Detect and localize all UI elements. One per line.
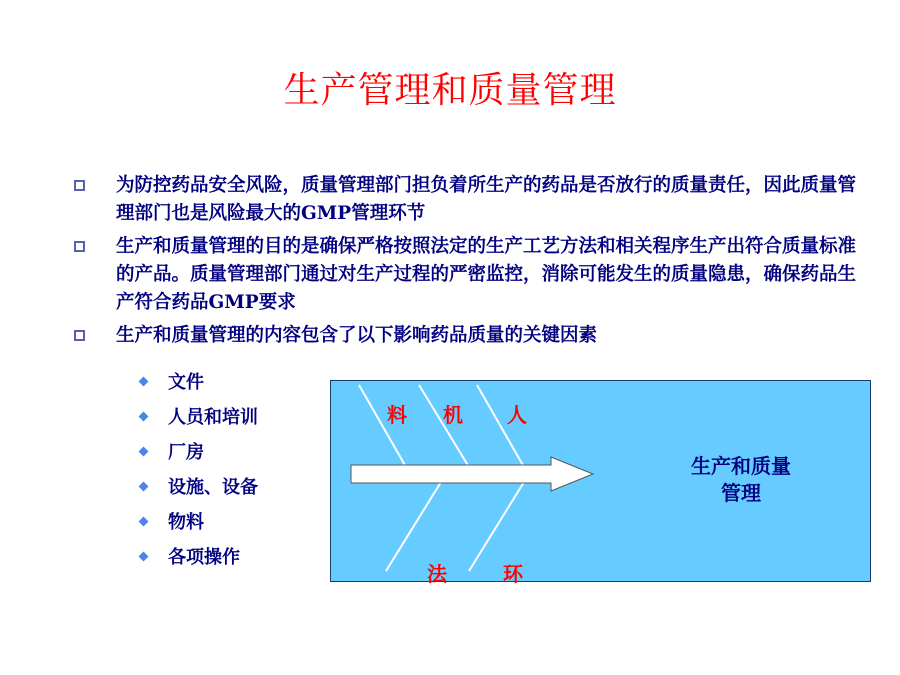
diamond-bullet-icon [139,412,149,422]
factor-label: 各项操作 [168,547,240,568]
diamond-bullet-icon [139,517,149,527]
bullet-item [70,322,870,350]
factor-label: 文件 [168,372,204,393]
cause-label-machine: 机 [443,403,463,427]
square-bullet-icon [74,180,85,191]
spine-arrow [351,457,593,491]
diamond-bullet-icon [139,482,149,492]
bullet-text: 为防控药品安全风险，质量管理部门担负着所生产的药品是否放行的质量责任，因此质量管理部门也是风险最大的GMP管理环节 [116,175,857,224]
cause-label-material: 料 [387,403,407,427]
cause-label-man: 人 [507,403,527,427]
diamond-bullet-icon [139,552,149,562]
diamond-bullet-icon [139,447,149,457]
factor-label: 人员和培训 [168,407,258,428]
fishbone-diagram [330,380,871,586]
bullet-text: 生产和质量管理的目的是确保严格按照法定的生产工艺方法和相关程序生产出符合质量标准的产品。质量管理部门通过对生产过程的严密监控，消除可能发生的质量隐患，确保药品生产符合药品GMP要求 [116,236,857,313]
factor-label: 设施、设备 [168,477,258,498]
factor-item [140,545,320,580]
page-title: 生产管理和质量管理 [283,70,617,111]
factor-item [140,510,320,545]
bullet-item [70,172,870,228]
square-bullet-icon [74,241,85,252]
factor-label: 物料 [168,512,204,533]
effect-label-line1: 生产和质量 [691,454,791,478]
factor-item [140,370,320,405]
factor-item [140,405,320,440]
factor-item [140,440,320,475]
square-bullet-icon [74,330,85,341]
bullet-text: 生产和质量管理的内容包含了以下影响药品质量的关键因素 [116,325,598,346]
diamond-bullet-icon [139,377,149,387]
effect-label-line2: 管理 [721,481,761,505]
factor-item [140,475,320,510]
factor-label: 厂房 [168,442,204,463]
cause-label-environment: 环 [503,562,523,586]
bullet-list [70,172,870,355]
effect-label [661,453,821,507]
cause-label-method: 法 [427,562,447,586]
factor-list [140,370,320,580]
bullet-item [70,233,870,317]
